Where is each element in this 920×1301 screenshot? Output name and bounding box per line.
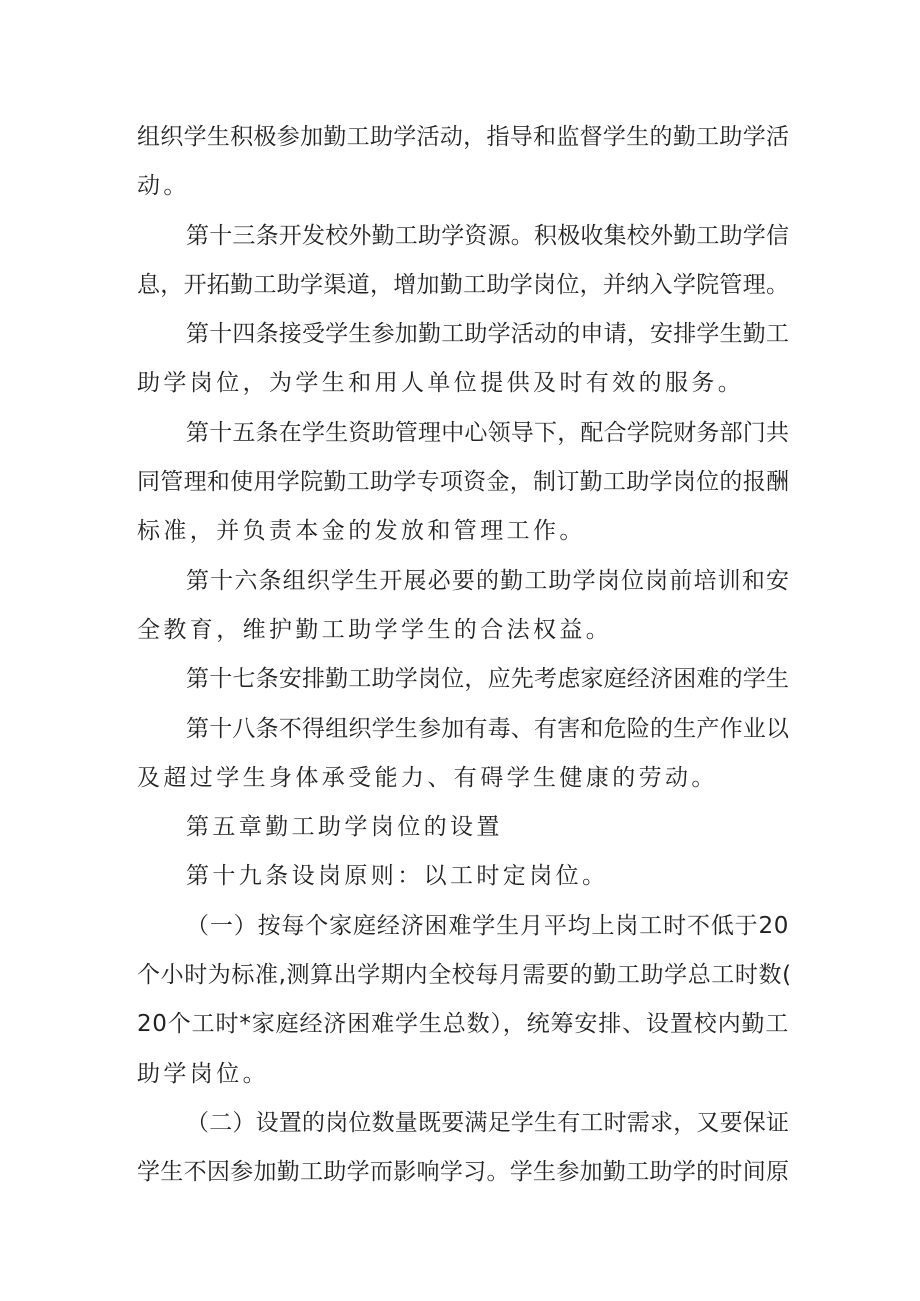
article-19-line: 第十九条设岗原则：以工时定岗位。 — [186, 863, 609, 890]
article-13-line: 第十三条开发校外勤工助学资源。积极收集校外勤工助学信 — [186, 222, 789, 249]
text-line: 20个工时*家庭经济困难学生总数），统筹安排、设置校内勤工 — [137, 1011, 789, 1038]
clause-1-line: （一）按每个家庭经济困难学生月平均上岗工时不低于20 — [186, 912, 789, 939]
article-15-line: 第十五条在学生资助管理中心领导下，配合学院财务部门共 — [186, 419, 789, 446]
article-17-line: 第十七条安排勤工助学岗位，应先考虑家庭经济困难的学生 — [186, 666, 789, 693]
text-line: 全教育，维护勤工助学学生的合法权益。 — [137, 616, 613, 643]
text-line: 标准，并负责本金的发放和管理工作。 — [137, 518, 586, 545]
text-line: 同管理和使用学院勤工助学专项资金，制订勤工助学岗位的报酬 — [137, 469, 789, 496]
text-line: 组织学生积极参加勤工助学活动，指导和监督学生的勤工助学活 — [137, 124, 789, 150]
article-14-line: 第十四条接受学生参加勤工助学活动的申请，安排学生勤工 — [186, 321, 789, 348]
text-line: 学生不因参加勤工助学而影响学习。学生参加勤工助学的时间原 — [137, 1159, 789, 1186]
text-line: 个小时为标准,测算出学期内全校每月需要的勤工助学总工时数( — [137, 962, 792, 989]
document-body — [137, 113, 792, 1198]
article-16-line: 第十六条组织学生开展必要的勤工助学岗位岗前培训和安 — [186, 567, 789, 594]
article-18-line: 第十八条不得组织学生参加有毒、有害和危险的生产作业以 — [186, 715, 789, 742]
text-line: 助学岗位。 — [137, 1060, 269, 1087]
text-line: 助学岗位，为学生和用人单位提供及时有效的服务。 — [137, 370, 745, 397]
text-line: 息，开拓勤工助学渠道，增加勤工助学岗位，并纳入学院管理。 — [137, 271, 789, 298]
chapter-heading: 第五章勤工助学岗位的设置 — [186, 814, 503, 841]
clause-2-line: （二）设置的岗位数量既要满足学生有工时需求，又要保证 — [186, 1109, 789, 1136]
text-line: 动。 — [137, 173, 190, 200]
text-line: 及超过学生身体承受能力、有碍学生健康的劳动。 — [137, 764, 718, 791]
